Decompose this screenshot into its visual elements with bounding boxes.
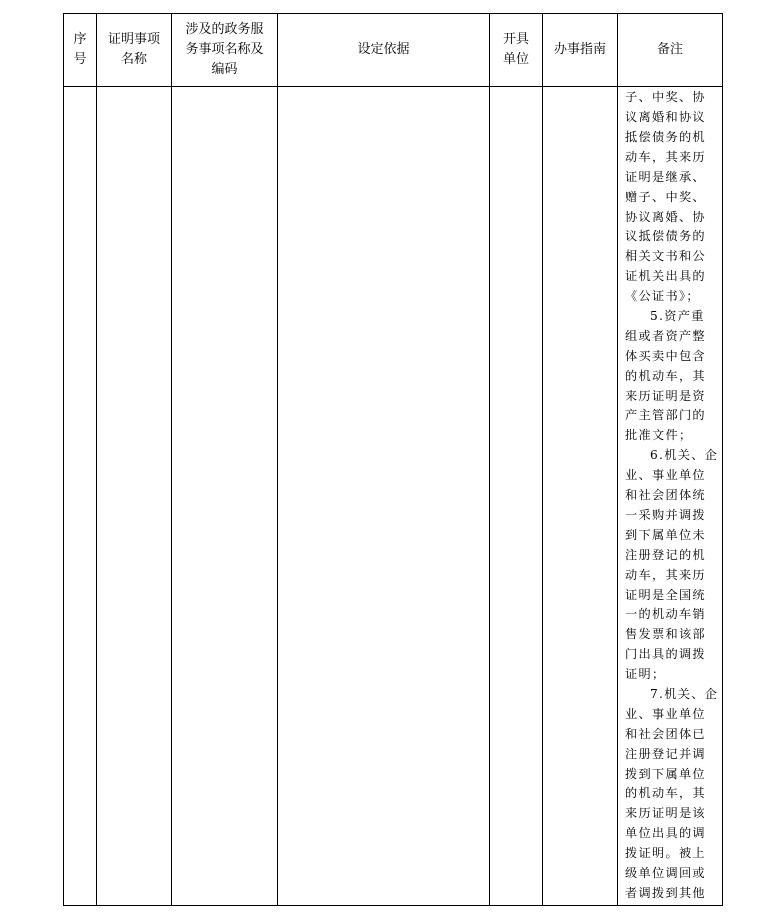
cell-basis — [278, 87, 490, 906]
remarks-line: 证明； — [625, 667, 666, 682]
remarks-line: 组或者资产整 — [625, 328, 706, 343]
remarks-line: 的机动车，其 — [625, 368, 706, 383]
remarks-line: 售发票和该部 — [625, 627, 706, 642]
header-cert-name: 证明事项 名称 — [97, 14, 172, 87]
remarks-line: 注册登记的机 — [625, 547, 706, 562]
header-issuer: 开具 单位 — [490, 14, 543, 87]
remarks-line: 6.机关、企 — [650, 448, 719, 463]
cell-issuer — [490, 87, 543, 906]
remarks-line: 到下属单位未 — [625, 527, 706, 542]
remarks-line: 协议离婚、协 — [625, 209, 706, 224]
remarks-line: 拨到下属单位 — [625, 766, 706, 781]
remarks-line: 拨证明。被上 — [625, 846, 706, 861]
remarks-line: 议抵偿债务的 — [625, 229, 706, 244]
remarks-line: 级单位调回或 — [625, 865, 706, 880]
remarks-line: 《公证书》； — [625, 289, 700, 304]
remarks-line: 一采购并调拨 — [625, 507, 706, 522]
remarks-line: 相关文书和公 — [625, 249, 706, 264]
remarks-line: 的机动车，其 — [625, 786, 706, 801]
header-row — [64, 14, 723, 87]
remarks-line: 体买卖中包含 — [625, 348, 706, 363]
remarks-line: 门出具的调拨 — [625, 647, 706, 662]
cell-seq — [64, 87, 97, 906]
remarks-line: 5.资产重 — [650, 309, 705, 324]
remarks-line: 业、事业单位 — [625, 468, 706, 483]
remarks-line: 来历证明是资 — [625, 388, 706, 403]
cell-cert-name — [97, 87, 172, 906]
remarks-line: 和社会团体统 — [625, 488, 706, 503]
header-basis: 设定依据 — [278, 14, 490, 87]
remarks-line: 证机关出具的 — [625, 269, 706, 284]
cell-remarks — [618, 87, 723, 906]
remarks-line: 赠子、中奖、 — [625, 189, 706, 204]
remarks-line: 动车，其来历 — [625, 567, 706, 582]
remarks-line: 动车，其来历 — [625, 149, 706, 164]
remarks-line: 产主管部门的 — [625, 408, 706, 423]
header-remarks: 备注 — [618, 14, 723, 87]
remarks-line: 证明是继承、 — [625, 169, 706, 184]
remarks-line: 证明是全国统 — [625, 587, 706, 602]
header-service-item: 涉及的政务服 务事项名称及 编码 — [172, 14, 278, 87]
remarks-line: 议离婚和协议 — [625, 110, 706, 125]
remarks-line: 抵偿债务的机 — [625, 130, 706, 145]
remarks-line: 者调拨到其他 — [625, 885, 706, 900]
remarks-line: 来历证明是该 — [625, 806, 706, 821]
remarks-line: 和社会团体已 — [625, 726, 706, 741]
remarks-line: 7.机关、企 — [650, 686, 719, 701]
remarks-line: 一的机动车销 — [625, 607, 706, 622]
remarks-line: 子、中奖、协 — [625, 90, 706, 105]
remarks-line: 业、事业单位 — [625, 706, 706, 721]
cell-service-item — [172, 87, 278, 906]
remarks-line: 批准文件； — [625, 428, 693, 443]
remarks-line: 注册登记并调 — [625, 746, 706, 761]
table-row — [64, 87, 723, 906]
header-seq: 序 号 — [64, 14, 97, 87]
header-guide: 办事指南 — [543, 14, 618, 87]
cell-guide — [543, 87, 618, 906]
remarks-line: 单位出具的调 — [625, 826, 706, 841]
document-table — [63, 13, 723, 906]
